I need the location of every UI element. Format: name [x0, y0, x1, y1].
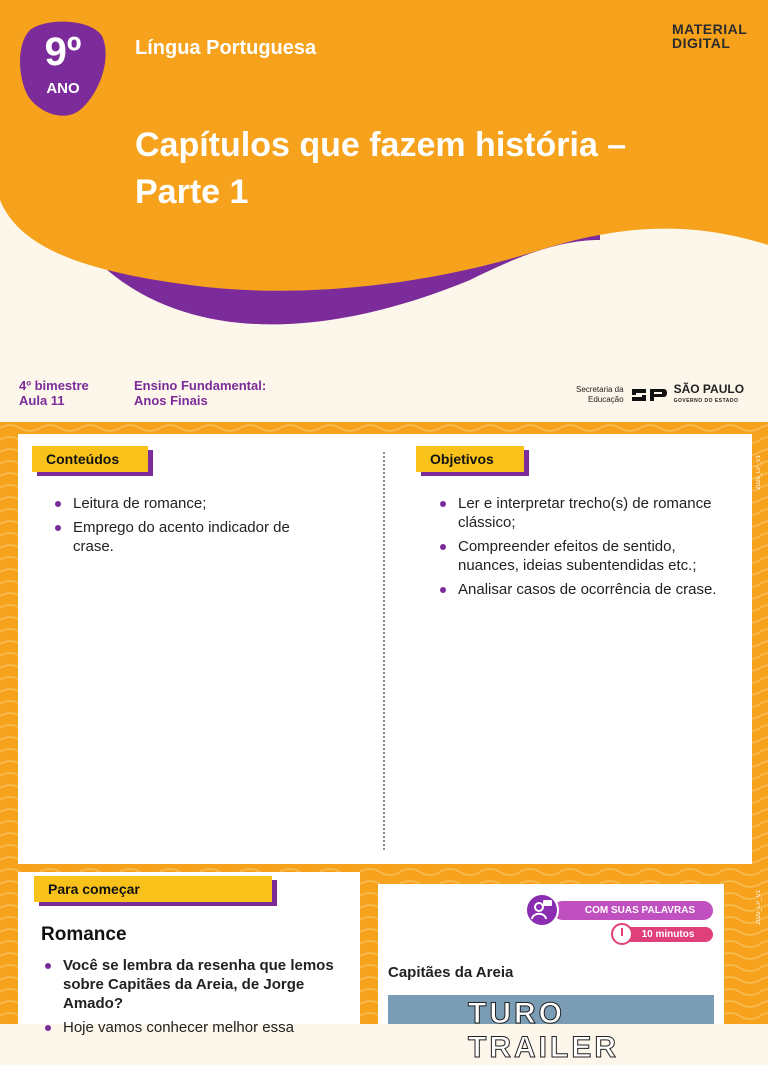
title-line-2: Parte 1 [135, 173, 249, 211]
list-item: Compreender efeitos de sentido, nuances, ideias subentendidas etc.; [438, 537, 728, 575]
side-code-top: 2025_LP_V1 [756, 455, 762, 490]
title-line-1: Capítulos que fazem história – [135, 126, 627, 164]
activity-duration: 10 minutos [623, 927, 713, 942]
para-comecar-tag: Para começar [34, 876, 272, 902]
bimester: 4º bimestre [19, 378, 89, 393]
side-code-bottom: 2025_LP_V1 [756, 890, 762, 925]
objetivos-list [438, 494, 728, 604]
activity-title: Capitães da Areia [388, 964, 514, 981]
activity-type-label: COM SUAS PALAVRAS [553, 901, 713, 920]
level-line-2: Anos Finais [134, 393, 208, 408]
brand-line-2: DIGITAL [672, 35, 731, 51]
video-thumbnail[interactable] [388, 995, 714, 1064]
intro-list [43, 956, 343, 1042]
list-item: Hoje vamos conhecer melhor essa [43, 1018, 343, 1037]
list-item: Leitura de romance; [53, 494, 323, 513]
secretaria-text: Secretaria da Educação [576, 385, 624, 404]
list-item: Você se lembra da resenha que lemos sobre Capitães da Areia, de Jorge Amado? [43, 956, 343, 1013]
section-heading: Romance [41, 924, 127, 945]
activity-badge [525, 893, 715, 945]
list-item: Analisar casos de ocorrência de crase. [438, 580, 728, 599]
objetivos-tag: Objetivos [416, 446, 524, 472]
bullet-icon [440, 544, 446, 550]
clock-icon [611, 923, 633, 945]
bullet-icon [45, 1025, 51, 1031]
bullet-icon [45, 963, 51, 969]
subject-title: Língua Portuguesa [135, 37, 317, 59]
sp-emblem-icon [630, 386, 668, 404]
speech-person-icon [525, 893, 559, 927]
list-item: Ler e interpretar trecho(s) de romance clássico; [438, 494, 728, 532]
list-item: Emprego do acento indicador de crase. [53, 518, 323, 556]
panel-divider [383, 452, 385, 850]
bullet-icon [440, 501, 446, 507]
page-title [135, 122, 735, 216]
grade-number: 9º [44, 30, 82, 74]
material-digital-logo [672, 22, 747, 50]
level-info [134, 378, 266, 408]
government-logo [576, 383, 744, 407]
conteudos-list [53, 494, 323, 561]
bullet-icon [55, 525, 61, 531]
brand-line-1: MATERIAL [672, 21, 748, 37]
lesson-number: Aula 11 [19, 393, 65, 408]
state-name: SÃO PAULO GOVERNO DO ESTADO [673, 382, 745, 404]
bullet-icon [55, 501, 61, 507]
conteudos-tag: Conteúdos [32, 446, 148, 472]
bimester-info [19, 378, 89, 408]
grade-label: ANO [46, 80, 80, 97]
video-caption: TURO TRAILER [468, 997, 619, 1064]
bullet-icon [440, 587, 446, 593]
level-line-1: Ensino Fundamental: [134, 378, 267, 393]
grade-badge [20, 18, 106, 118]
